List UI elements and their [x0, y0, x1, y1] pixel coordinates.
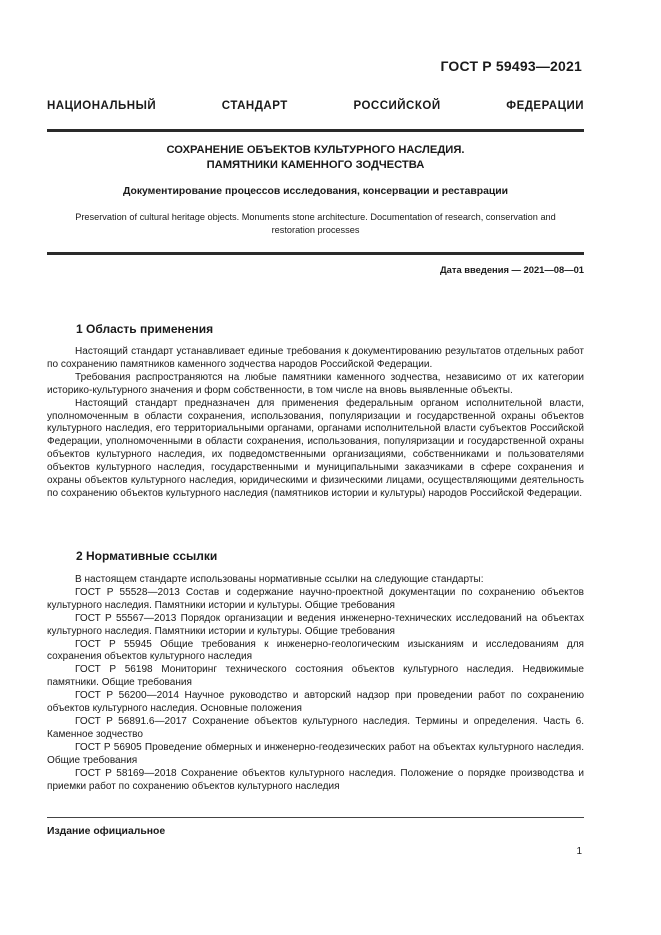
document-title [47, 143, 584, 173]
official-edition-label: Издание официальное [47, 826, 166, 837]
section-1-body [47, 346, 584, 501]
document-subtitle: Документирование процессов исследования, консервации и реставрации [122, 186, 509, 197]
standard-number: ГОСТ Р 59493—2021 [440, 58, 582, 74]
paragraph: Требования распространяются на любые памятники каменного зодчества, независимо от их категории историко-культурного значения и форм собственности, в том числе на вновь выявленные объекты. [47, 371, 584, 396]
introduction-date: Дата введения — 2021—08—01 [439, 264, 584, 275]
page-number: 1 [576, 846, 582, 857]
title-divider [47, 252, 584, 255]
section-1-heading: 1 Область применения [76, 322, 214, 336]
title-line-1: СОХРАНЕНИЕ ОБЪЕКТОВ КУЛЬТУРНОГО НАСЛЕДИЯ. [166, 144, 465, 156]
section-2-heading: 2 Нормативные ссылки [76, 549, 218, 563]
reference-item: ГОСТ Р 55528—2013 Состав и содержание научно-проектной документации по сохранению объектов культурного наследия. Памятники истории и культуры. Общие требования [47, 586, 584, 611]
reference-item: ГОСТ Р 56891.6—2017 Сохранение объектов культурного наследия. Термины и определения. Часть 6. Каменное зодчество [47, 715, 584, 740]
reference-item: ГОСТ Р 56200—2014 Научное руководство и авторский надзор при проведении работ по сохранению объектов культурного наследия. Основные положения [47, 690, 584, 715]
section-2-body [47, 574, 584, 793]
national-standard-heading: НАЦИОНАЛЬНЫЙ СТАНДАРТ РОССИЙСКОЙ ФЕДЕРАЦИИ [47, 100, 584, 112]
reference-item: ГОСТ Р 55567—2013 Порядок организации и ведения инженерно-технических исследований на объектах культурного наследия. Памятники истории и культуры. Общие требования [47, 612, 584, 637]
paragraph: Настоящий стандарт предназначен для применения федеральным органом исполнительной власти, уполномоченным в области сохранения, использования, популяризации и государственной охраны объектов культурного наследия, его территориальными органами, органами исполнительной власти субъектов Российской Федерации, уполномоченными в области сохранения, использования, популяризации и государственной охраны объектов культурного наследия, их подведомственными организациями, собственниками и пользователями объектов культурного наследия, государственными и муниципальными заказчиками в сфере сохранения и охраны объектов культурного наследия, юридическими и физическими лицами, осуществляющими деятельность по сохранению объектов культурного наследия (памятников истории и культуры) народов Российской Федерации. [47, 397, 584, 499]
english-title-line-2: restoration processes [271, 225, 360, 235]
reference-item: ГОСТ Р 55945 Общие требования к инженерно-геологическим изысканиям и исследованиям для сохранения объектов культурного наследия [47, 638, 584, 663]
paragraph: Настоящий стандарт устанавливает единые требования к документированию результатов отдельных работ по сохранению памятников каменного зодчества народов Российской Федерации. [47, 346, 584, 370]
english-title [47, 211, 584, 237]
english-title-line-1: Preservation of cultural heritage objects. Monuments stone architecture. Documentation of research, conservation and [75, 212, 556, 222]
title-line-2: ПАМЯТНИКИ КАМЕННОГО ЗОДЧЕСТВА [206, 159, 425, 171]
top-divider [47, 129, 584, 132]
reference-item: ГОСТ Р 56905 Проведение обмерных и инженерно-геодезических работ на объектах культурного наследия. Общие требования [47, 741, 584, 766]
reference-item: ГОСТ Р 58169—2018 Сохранение объектов культурного наследия. Положение о порядке производства и приемки работ по сохранению объектов культурного наследия [47, 767, 584, 792]
reference-item: ГОСТ Р 56198 Мониторинг технического состояния объектов культурного наследия. Недвижимые памятники. Общие требования [47, 664, 584, 689]
footer-divider [47, 817, 584, 818]
paragraph: В настоящем стандарте использованы нормативные ссылки на следующие стандарты: [75, 574, 484, 585]
